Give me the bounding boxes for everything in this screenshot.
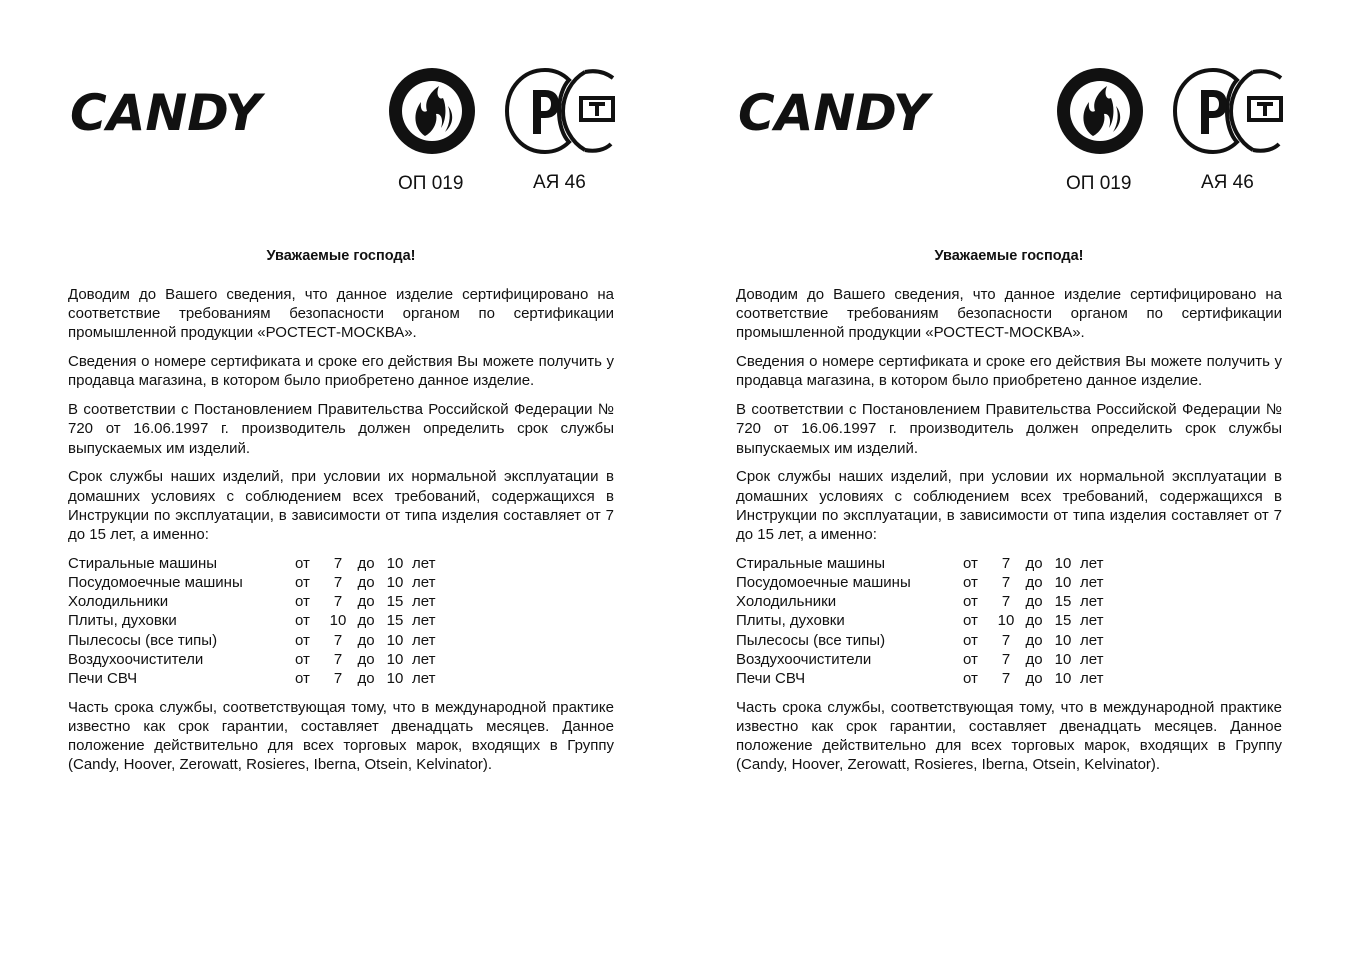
table-row: [736, 554, 1103, 573]
from-word: от: [295, 631, 310, 649]
product-name: Стиральные машины: [736, 554, 886, 572]
product-name: Посудомоечные машины: [736, 574, 911, 592]
certificate-notice-text: [736, 285, 1282, 784]
min-years: 7: [1001, 631, 1011, 649]
table-row: [736, 631, 1103, 650]
product-name: Плиты, духовки: [736, 612, 845, 630]
to-word: до: [1025, 554, 1043, 572]
product-name: Холодильники: [68, 593, 169, 611]
candy-logo: [68, 88, 278, 136]
to-word: до: [1025, 612, 1043, 630]
table-row: [736, 611, 1103, 630]
candy-logo-mark: CANDY: [738, 88, 930, 136]
from-word: от: [295, 670, 310, 688]
table-row: [736, 573, 1103, 592]
paragraph-regulation: В соответствии с Постановлением Правительства Российской Федерации № 720 от 16.06.1997 г. производитель должен определить срок службы выпускаемых им изделий.: [736, 401, 1282, 457]
page-left: [68, 0, 628, 954]
table-row: [68, 592, 435, 611]
from-word: от: [295, 554, 310, 572]
min-years: 7: [1001, 593, 1011, 611]
max-years: 10: [386, 631, 404, 649]
paragraph-certification: Доводим до Вашего сведения, что данное изделие сертифицировано на соответствие требованиям безопасности органом по сертификации промышленной продукции «РОСТЕСТ-МОСКВА».: [736, 286, 1282, 342]
gost-safety-flame-icon: [387, 66, 477, 156]
table-row: [736, 592, 1103, 611]
product-name: Пылесосы (все типы): [68, 631, 218, 649]
min-years: 7: [1001, 574, 1011, 592]
max-years: 10: [386, 650, 404, 668]
to-word: до: [357, 554, 375, 572]
salutation-heading: Уважаемые господа!: [266, 248, 416, 264]
product-name: Печи СВЧ: [736, 670, 806, 688]
years-unit: лет: [412, 574, 436, 592]
from-word: от: [295, 593, 310, 611]
cert-code-op: ОП 019: [398, 173, 464, 194]
certificate-notice-text: [68, 285, 614, 784]
to-word: до: [1025, 670, 1043, 688]
max-years: 10: [386, 574, 404, 592]
from-word: от: [963, 670, 978, 688]
years-unit: лет: [412, 631, 436, 649]
min-years: 7: [1001, 670, 1011, 688]
years-unit: лет: [1080, 574, 1104, 592]
table-row: [68, 573, 435, 592]
salutation-heading: Уважаемые господа!: [934, 248, 1084, 264]
table-row: [68, 650, 435, 669]
product-name: Воздухоочистители: [736, 650, 872, 668]
from-word: от: [963, 554, 978, 572]
years-unit: лет: [1080, 631, 1104, 649]
years-unit: лет: [412, 612, 436, 630]
from-word: от: [963, 574, 978, 592]
max-years: 10: [1054, 670, 1072, 688]
candy-logo-graphic: [736, 88, 946, 136]
from-word: от: [963, 650, 978, 668]
from-word: от: [963, 631, 978, 649]
cert-code-op: ОП 019: [1066, 173, 1132, 194]
max-years: 10: [1054, 574, 1072, 592]
rostest-pct-icon: [1173, 66, 1285, 156]
years-unit: лет: [412, 554, 436, 572]
gost-safety-flame-icon: [1055, 66, 1145, 156]
from-word: от: [963, 612, 978, 630]
table-row: [68, 611, 435, 630]
paragraph-warranty: Часть срока службы, соответствующая тому, что в международной практике известно как срок гарантии, составляет двенадцать месяцев. Данное положение действительно для всех торговых марок, входящих в Группу (Candy, Hoover, Zerowatt, Rosieres, Iberna, Otsein, Kelvinator).: [68, 698, 614, 774]
to-word: до: [357, 612, 375, 630]
paragraph-certificate-info: Сведения о номере сертификата и сроке его действия Вы можете получить у продавца магазина, в котором было приобретено данное изделие.: [68, 353, 614, 390]
table-row: [68, 631, 435, 650]
service-life-table: [736, 554, 1103, 688]
product-name: Пылесосы (все типы): [736, 631, 886, 649]
min-years: 7: [333, 670, 343, 688]
min-years: 10: [997, 612, 1015, 630]
cert-code-pct: АЯ 46: [1201, 172, 1254, 193]
service-life-table: [68, 554, 435, 688]
years-unit: лет: [1080, 593, 1104, 611]
table-row: [736, 650, 1103, 669]
product-name: Печи СВЧ: [68, 670, 138, 688]
years-unit: лет: [1080, 612, 1104, 630]
to-word: до: [357, 650, 375, 668]
paragraph-warranty: Часть срока службы, соответствующая тому, что в международной практике известно как срок гарантии, составляет двенадцать месяцев. Данное положение действительно для всех торговых марок, входящих в Группу (Candy, Hoover, Zerowatt, Rosieres, Iberna, Otsein, Kelvinator).: [736, 698, 1282, 774]
min-years: 7: [1001, 554, 1011, 572]
product-name: Холодильники: [736, 593, 837, 611]
to-word: до: [1025, 574, 1043, 592]
rostest-pct-icon: [505, 66, 617, 156]
to-word: до: [357, 593, 375, 611]
to-word: до: [1025, 593, 1043, 611]
from-word: от: [295, 574, 310, 592]
to-word: до: [357, 631, 375, 649]
paragraph-regulation: В соответствии с Постановлением Правительства Российской Федерации № 720 от 16.06.1997 г. производитель должен определить срок службы выпускаемых им изделий.: [68, 401, 614, 457]
years-unit: лет: [1080, 650, 1104, 668]
product-name: Воздухоочистители: [68, 650, 204, 668]
to-word: до: [1025, 631, 1043, 649]
page-right: [736, 0, 1296, 954]
max-years: 10: [386, 670, 404, 688]
min-years: 10: [329, 612, 347, 630]
max-years: 10: [1054, 554, 1072, 572]
table-row: [68, 554, 435, 573]
max-years: 15: [1054, 593, 1072, 611]
to-word: до: [1025, 650, 1043, 668]
candy-logo-graphic: [68, 88, 278, 136]
paragraph-certification: Доводим до Вашего сведения, что данное изделие сертифицировано на соответствие требованиям безопасности органом по сертификации промышленной продукции «РОСТЕСТ-МОСКВА».: [68, 286, 614, 342]
max-years: 15: [1054, 612, 1072, 630]
min-years: 7: [333, 631, 343, 649]
candy-logo-mark: CANDY: [70, 88, 262, 136]
max-years: 10: [1054, 650, 1072, 668]
from-word: от: [295, 612, 310, 630]
years-unit: лет: [1080, 554, 1104, 572]
from-word: от: [963, 593, 978, 611]
max-years: 15: [386, 593, 404, 611]
max-years: 10: [1054, 631, 1072, 649]
cert-code-pct: АЯ 46: [533, 172, 586, 193]
table-row: [736, 669, 1103, 688]
to-word: до: [357, 574, 375, 592]
product-name: Посудомоечные машины: [68, 574, 243, 592]
max-years: 10: [386, 554, 404, 572]
to-word: до: [357, 670, 375, 688]
max-years: 15: [386, 612, 404, 630]
paragraph-certificate-info: Сведения о номере сертификата и сроке его действия Вы можете получить у продавца магазина, в котором было приобретено данное изделие.: [736, 353, 1282, 390]
min-years: 7: [333, 554, 343, 572]
years-unit: лет: [412, 593, 436, 611]
min-years: 7: [333, 593, 343, 611]
min-years: 7: [333, 574, 343, 592]
years-unit: лет: [412, 650, 436, 668]
candy-logo: [736, 88, 946, 136]
min-years: 7: [333, 650, 343, 668]
paragraph-service-life: Срок службы наших изделий, при условии их нормальной эксплуатации в домашних условиях с соблюдением всех требований, содержащихся в Инструкции по эксплуатации, в зависимости от типа изделия составляет от 7 до 15 лет, а именно:: [68, 468, 614, 544]
product-name: Плиты, духовки: [68, 612, 177, 630]
from-word: от: [295, 650, 310, 668]
product-name: Стиральные машины: [68, 554, 218, 572]
table-row: [68, 669, 435, 688]
paragraph-service-life: Срок службы наших изделий, при условии их нормальной эксплуатации в домашних условиях с соблюдением всех требований, содержащихся в Инструкции по эксплуатации, в зависимости от типа изделия составляет от 7 до 15 лет, а именно:: [736, 468, 1282, 544]
min-years: 7: [1001, 650, 1011, 668]
years-unit: лет: [412, 670, 436, 688]
years-unit: лет: [1080, 670, 1104, 688]
